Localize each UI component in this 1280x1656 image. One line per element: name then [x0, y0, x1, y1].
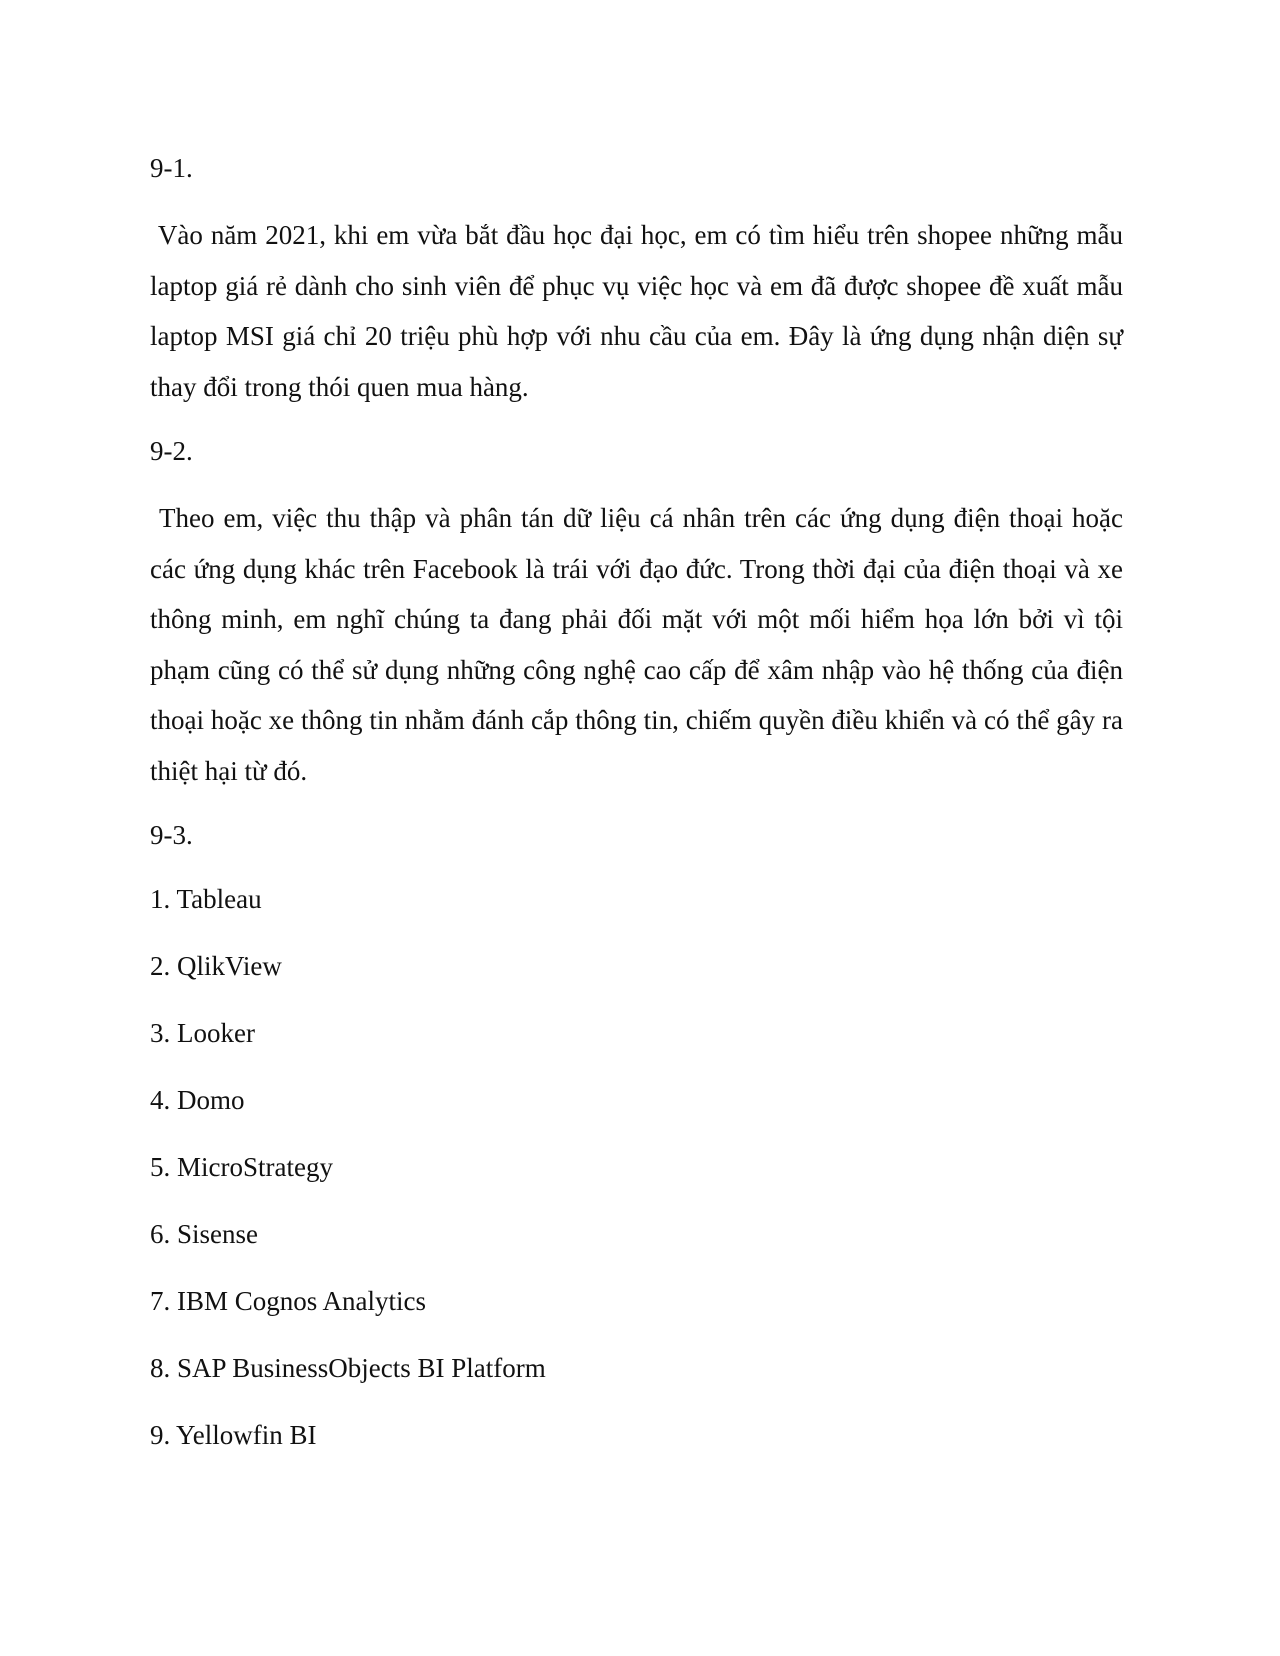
section-heading-9-2: 9-2.: [150, 436, 193, 466]
paragraph-9-2: Theo em, việc thu thập và phân tán dữ liệu cá nhân trên các ứng dụng điện thoại hoặc các ứng dụng khác trên Facebook là trái với đạo đức. Trong thời đại của điện thoại và xe thông minh, em nghĩ chúng ta đang phải đối mặt với một mối hiểm họa lớn bởi vì tội phạm cũng có thể sử dụng những công nghệ cao cấp để xâm nhập vào hệ thống của điện thoại hoặc xe thông tin nhằm đánh cắp thông tin, chiếm quyền điều khiển và có thể gây ra thiệt hại từ đó.: [150, 503, 1130, 786]
paragraph-9-1: Vào năm 2021, khi em vừa bắt đầu học đại học, em có tìm hiểu trên shopee những mẫu laptop giá rẻ dành cho sinh viên để phục vụ việc học và em đã được shopee đề xuất mẫu laptop MSI giá chỉ 20 triệu phù hợp với nhu cầu của em. Đây là ứng dụng nhận diện sự thay đổi trong thói quen mua hàng.: [150, 220, 1130, 402]
list-item: 3. Looker: [150, 1018, 255, 1048]
list-item: 5. MicroStrategy: [150, 1152, 333, 1182]
list-item: 7. IBM Cognos Analytics: [150, 1286, 427, 1316]
bi-tools-list: [150, 883, 1123, 1451]
list-item: 4. Domo: [150, 1085, 245, 1115]
document-body: [150, 152, 1130, 1451]
list-item: 2. QlikView: [150, 951, 282, 981]
list-item: 6. Sisense: [150, 1219, 258, 1249]
list-item: 9. Yellowfin BI: [150, 1420, 317, 1450]
list-item: 8. SAP BusinessObjects BI Platform: [150, 1353, 546, 1383]
section-heading-9-1: 9-1.: [150, 153, 193, 183]
list-item: 1. Tableau: [150, 884, 262, 914]
section-heading-9-3: 9-3.: [150, 820, 193, 850]
